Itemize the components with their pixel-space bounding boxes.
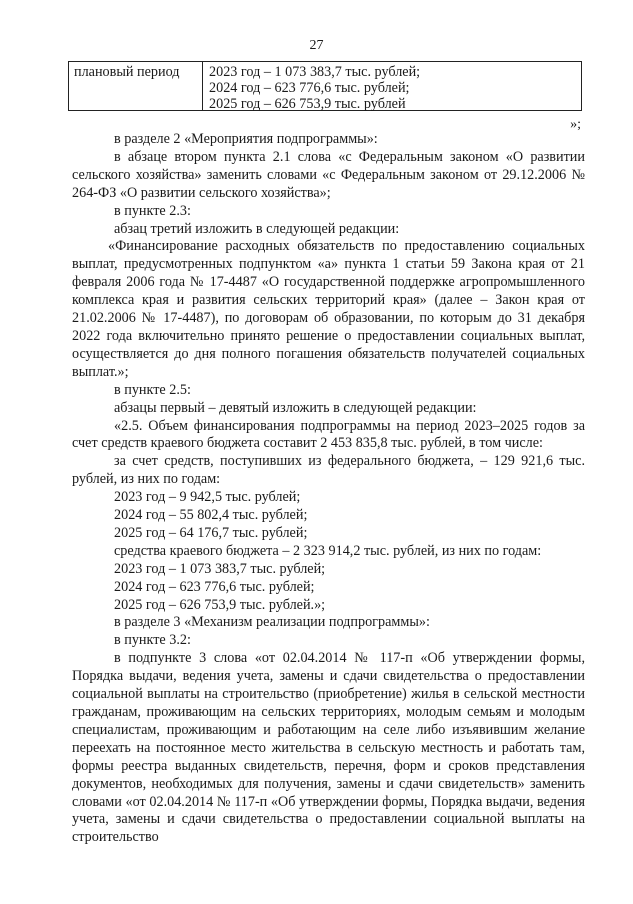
paragraph: в разделе 2 «Мероприятия подпрограммы»: xyxy=(114,131,378,147)
paragraph: в пункте 2.5: xyxy=(114,381,191,398)
paragraph: абзацы первый – девятый изложить в следующей редакции: xyxy=(114,399,477,416)
plan-value-2024: 2024 год – 623 776,6 тыс. рублей; xyxy=(209,80,410,96)
paragraph: в подпункте 3 слова «от 02.04.2014 № 117-п «Об утверждении формы, Порядка выдачи, ведения учета, замены и сдачи свидетельства о предоставлении социальной выплаты на строительство (приобретение) жилья в сельской местности гражданам, проживающим на сельских территориях, молодым семьям и молодым специалистам, проживающим и работающим на селе либо изъявившим желание переехать на постоянное место жительства в сельскую местность и работать там, формы реестра выданных свидетельств, перечня, форм и сроков представления документов, необходимых для получения, замены и сдачи свидетельств» заменить словами «от 02.04.2014 № 117-п «Об утверждении формы, Порядка выдачи, ведения учета, замены и сдачи свидетельства о предоставлении социальной выплаты на строительство xyxy=(72,650,585,846)
paragraph: 2024 год – 623 776,6 тыс. рублей; xyxy=(114,578,315,595)
paragraph: 2025 год – 626 753,9 тыс. рублей.»; xyxy=(114,596,326,613)
paragraph: средства краевого бюджета – 2 323 914,2 тыс. рублей, из них по годам: xyxy=(114,542,542,559)
plan-value-2025: 2025 год – 626 753,9 тыс. рублей xyxy=(209,96,406,112)
paragraph: «Финансирование расходных обязательств по предоставлению социальных выплат, предусмотренных подпунктом «а» пункта 1 статьи 59 Закона края от 21 февраля 2006 года № 17-4487 «О государственной поддержке агропромышленного комплекса края и развития сельских территорий края» (далее – Закон края от 21.02.2006 № 17-4487), по договорам об образовании, по которым до 31 декабря 2022 года включительно принято решение о предоставлении социальных выплат, осуществляется до дня полного погашения обязательств получателей социальных выплат.»; xyxy=(72,238,585,380)
page-number: 27 xyxy=(309,38,324,53)
paragraph: 2023 год – 1 073 383,7 тыс. рублей; xyxy=(114,560,326,577)
plan-period-table xyxy=(68,61,582,111)
paragraph: 2023 год – 9 942,5 тыс. рублей; xyxy=(114,489,301,506)
plan-value-2023: 2023 год – 1 073 383,7 тыс. рублей; xyxy=(209,64,421,80)
paragraph: за счет средств, поступивших из федерального бюджета, – 129 921,6 тыс. рублей, из них по годам: xyxy=(72,453,585,488)
plan-table-values xyxy=(203,62,581,112)
paragraph: в разделе 3 «Механизм реализации подпрограммы»: xyxy=(114,614,430,631)
paragraph: в пункте 2.3: xyxy=(114,202,191,219)
paragraph: абзац третий изложить в следующей редакции: xyxy=(114,220,400,237)
document-body xyxy=(72,131,585,847)
paragraph: в пункте 3.2: xyxy=(114,632,191,649)
closing-quote: »; xyxy=(570,117,581,132)
plan-table-label: плановый период xyxy=(69,62,203,110)
paragraph: «2.5. Объем финансирования подпрограммы на период 2023–2025 годов за счет средств краевого бюджета составит 2 453 835,8 тыс. рублей, в том числе: xyxy=(72,417,585,452)
paragraph: 2025 год – 64 176,7 тыс. рублей; xyxy=(114,524,308,541)
paragraph: в абзаце втором пункта 2.1 слова «с Федеральным законом «О развитии сельского хозяйства» заменить словами «с Федеральным законом от 29.12.2006 № 264-ФЗ «О развитии сельского хозяйства»; xyxy=(72,148,585,201)
paragraph: 2024 год – 55 802,4 тыс. рублей; xyxy=(114,507,308,524)
